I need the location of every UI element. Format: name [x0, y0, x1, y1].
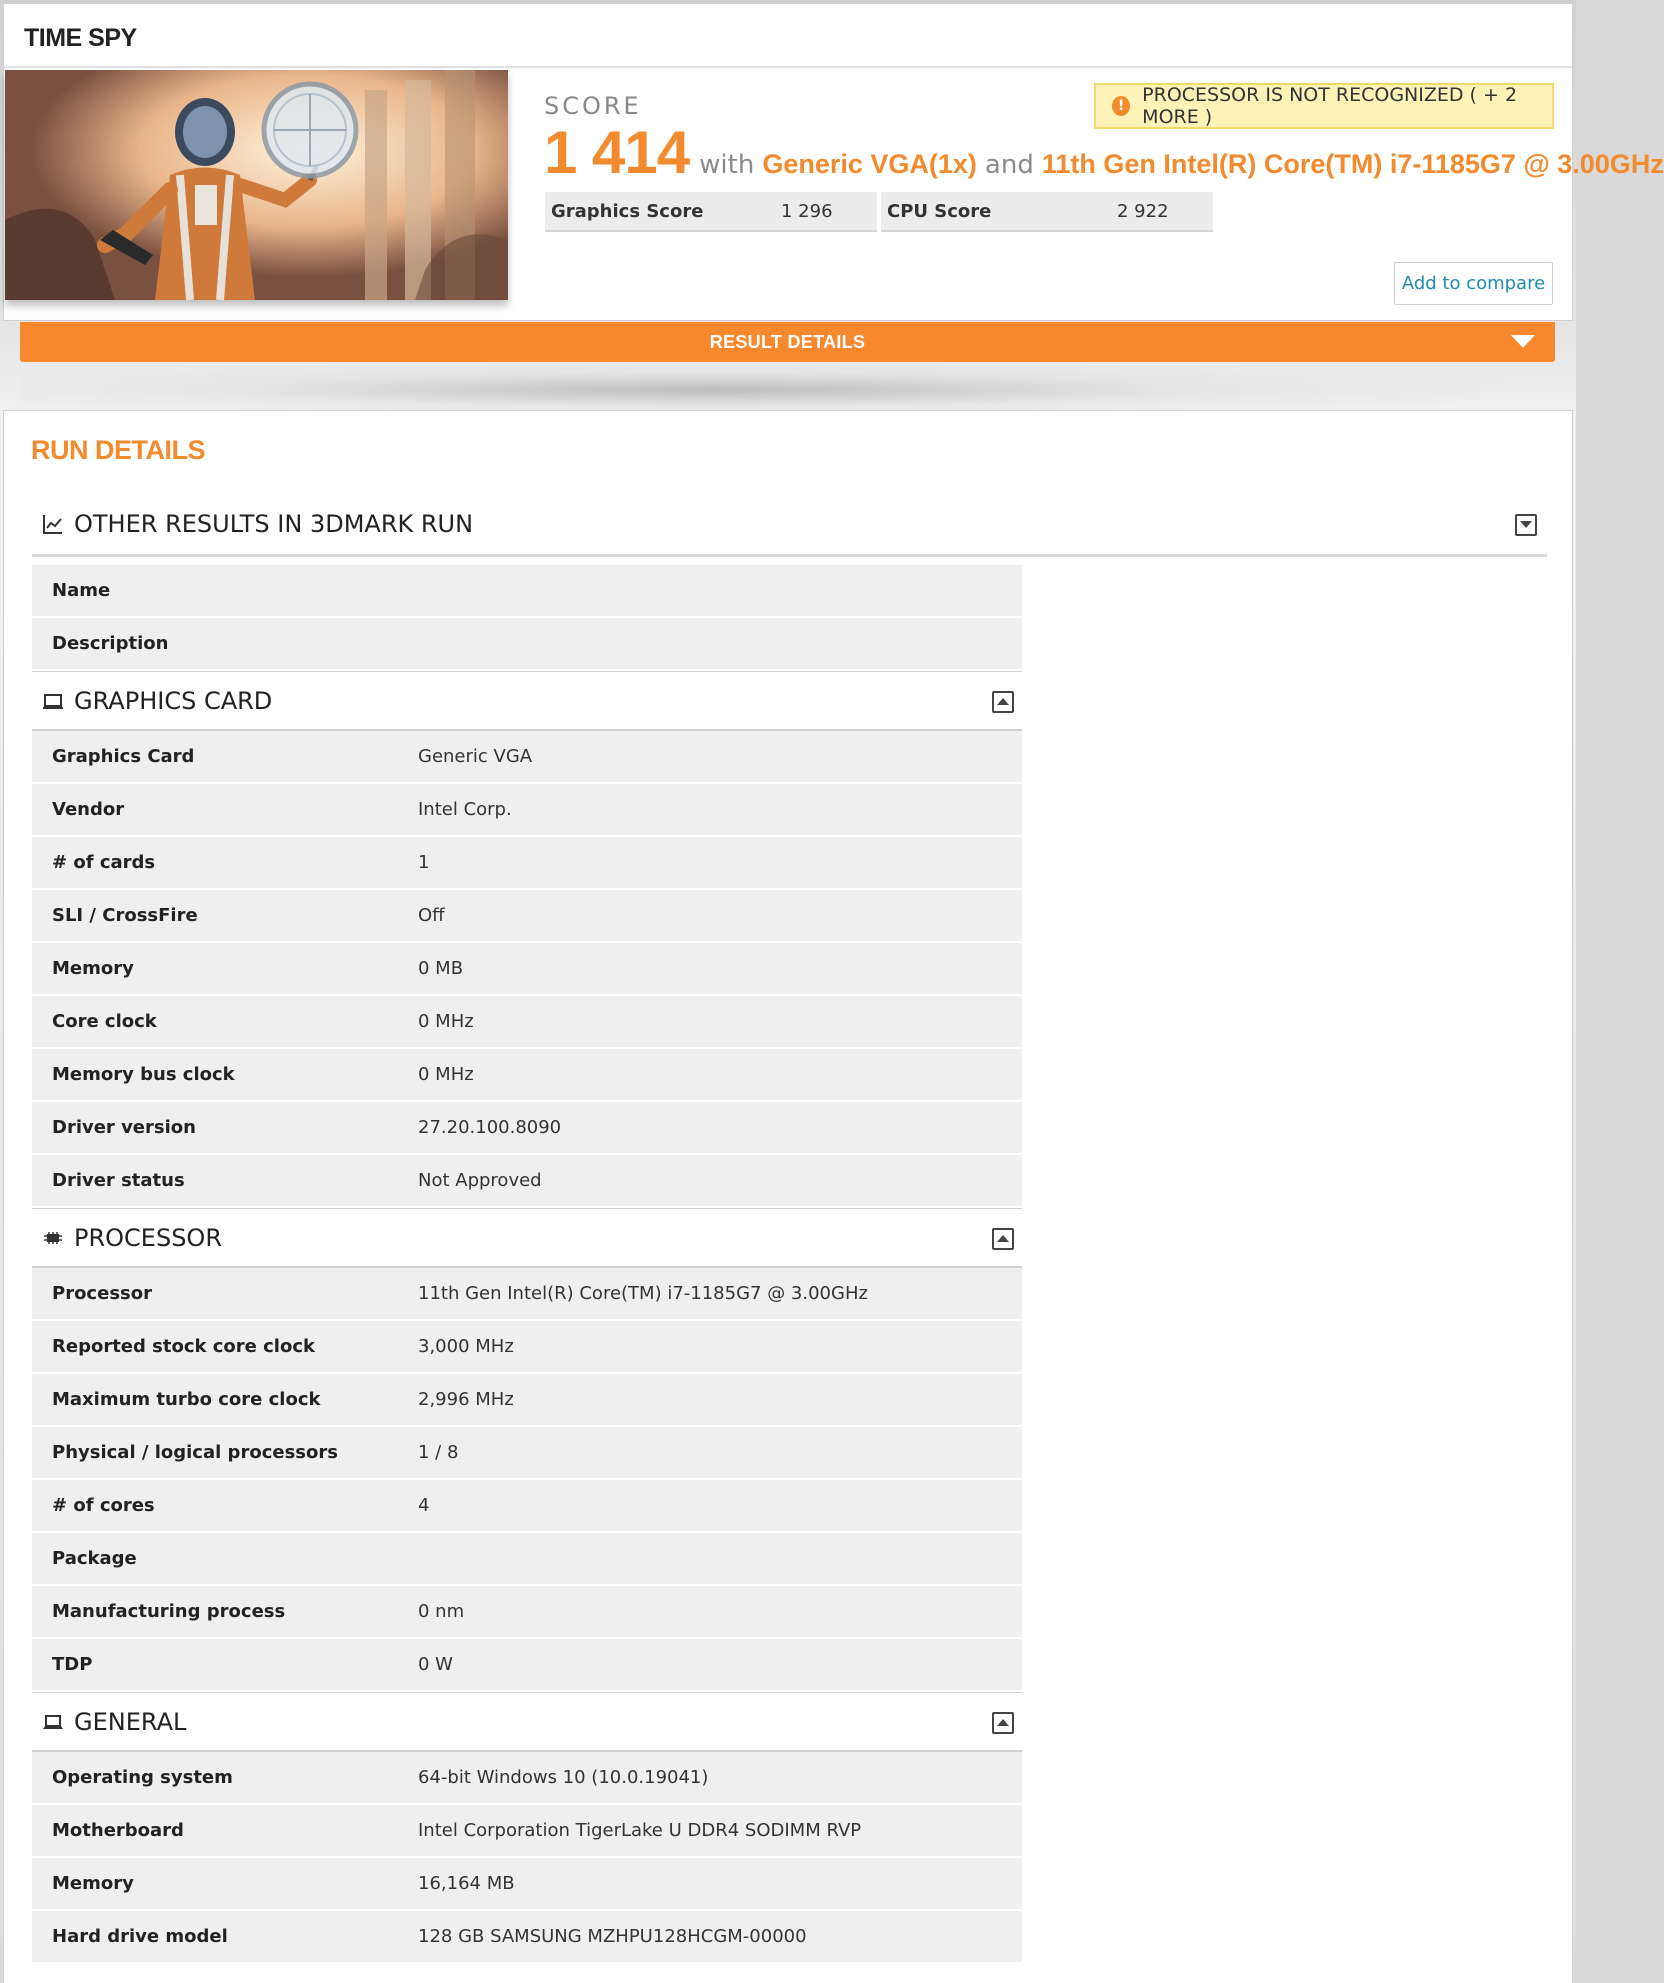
- row-value: 4: [418, 1495, 430, 1516]
- row-key: Memory bus clock: [52, 1064, 235, 1085]
- table-row: [32, 1586, 1022, 1639]
- warning-text: PROCESSOR IS NOT RECOGNIZED ( + 2 MORE ): [1142, 84, 1518, 128]
- graphics-score-value: 1 296: [781, 200, 833, 222]
- warning-icon: !: [1112, 96, 1130, 116]
- row-value: 1: [418, 852, 430, 873]
- score-and-text: and: [984, 150, 1034, 180]
- row-key: # of cards: [52, 852, 156, 873]
- table-row: [32, 1752, 1022, 1805]
- hero-image: [5, 70, 508, 300]
- cpu-score-label: CPU Score: [887, 200, 992, 222]
- row-value: 128 GB SAMSUNG MZHPU128HCGM-00000: [418, 1926, 807, 1947]
- row-key: # of cores: [52, 1495, 155, 1516]
- row-key: Motherboard: [52, 1820, 184, 1841]
- row-value: 27.20.100.8090: [418, 1117, 562, 1138]
- table-row: [32, 731, 1022, 784]
- row-value: Not Approved: [418, 1170, 542, 1191]
- chip-icon: [42, 1227, 64, 1249]
- score-label: SCORE: [544, 92, 642, 120]
- other-results-title: OTHER RESULTS IN 3DMARK RUN: [74, 509, 474, 538]
- processor-title: PROCESSOR: [74, 1223, 222, 1252]
- row-key: Driver version: [52, 1117, 196, 1138]
- run-details-title: RUN DETAILS: [31, 435, 205, 465]
- row-value: Intel Corporation TigerLake U DDR4 SODIMM RVP: [418, 1820, 862, 1841]
- subscores: [545, 192, 1213, 232]
- row-value: 2,996 MHz: [418, 1389, 514, 1410]
- table-row: [32, 1480, 1022, 1533]
- chevron-down-icon: [1511, 335, 1535, 348]
- info-row-description: [32, 618, 1022, 671]
- score-with-text: with: [699, 150, 755, 180]
- table-row: [32, 890, 1022, 943]
- table-row: [32, 1911, 1022, 1964]
- collapse-toggle-icon[interactable]: [992, 1712, 1014, 1734]
- cpu-score-value: 2 922: [1117, 200, 1169, 222]
- row-value: Off: [418, 905, 445, 926]
- table-row: [32, 996, 1022, 1049]
- row-key: TDP: [52, 1654, 93, 1675]
- row-key: Memory: [52, 958, 134, 979]
- table-row: [32, 1533, 1022, 1586]
- row-value: 3,000 MHz: [418, 1336, 514, 1357]
- add-to-compare-button[interactable]: Add to compare: [1394, 262, 1553, 305]
- row-value: Generic VGA: [418, 746, 533, 767]
- collapse-toggle-icon[interactable]: [992, 1228, 1014, 1250]
- row-value: 16,164 MB: [418, 1873, 515, 1894]
- expand-toggle-icon[interactable]: [1515, 514, 1537, 536]
- score-cpu-link[interactable]: 11th Gen Intel(R) Core(TM) i7-1185G7 @ 3.00GHz: [1041, 149, 1664, 179]
- cpu-score: [881, 192, 1213, 232]
- general-title: GENERAL: [74, 1707, 187, 1736]
- row-value: 0 W: [418, 1654, 453, 1675]
- row-value: 0 MHz: [418, 1064, 474, 1085]
- row-key: Description: [52, 633, 169, 654]
- row-key: Driver status: [52, 1170, 185, 1191]
- table-row: [32, 1155, 1022, 1208]
- row-key: Core clock: [52, 1011, 157, 1032]
- monitor-icon: [42, 690, 64, 712]
- info-row-name: [32, 565, 1022, 618]
- result-details-toggle[interactable]: [20, 322, 1555, 362]
- row-key: Package: [52, 1548, 137, 1569]
- row-key: Hard drive model: [52, 1926, 228, 1947]
- table-row: [32, 1102, 1022, 1155]
- general-section-header[interactable]: [32, 1692, 1022, 1752]
- processor-warning-badge[interactable]: [1094, 83, 1554, 129]
- row-key: Name: [52, 580, 111, 601]
- row-value: 11th Gen Intel(R) Core(TM) i7-1185G7 @ 3.00GHz: [418, 1283, 868, 1304]
- graphics-card-section-header[interactable]: [32, 671, 1022, 731]
- row-key: Reported stock core clock: [52, 1336, 315, 1357]
- run-details-card: [3, 410, 1573, 1983]
- graphics-score-label: Graphics Score: [551, 200, 704, 222]
- row-key: SLI / CrossFire: [52, 905, 198, 926]
- graphics-card-title: GRAPHICS CARD: [74, 686, 273, 715]
- row-value: 0 MB: [418, 958, 464, 979]
- table-row: [32, 1639, 1022, 1692]
- laptop-icon: [42, 1711, 64, 1733]
- row-value: 0 MHz: [418, 1011, 474, 1032]
- benchmark-title: TIME SPY: [4, 4, 1572, 68]
- row-key: Processor: [52, 1283, 152, 1304]
- table-row: [32, 1858, 1022, 1911]
- details-column: [32, 565, 1022, 1964]
- table-row: [32, 943, 1022, 996]
- table-row: [32, 1049, 1022, 1102]
- row-key: Maximum turbo core clock: [52, 1389, 321, 1410]
- table-row: [32, 1321, 1022, 1374]
- row-key: Operating system: [52, 1767, 233, 1788]
- processor-section-header[interactable]: [32, 1208, 1022, 1268]
- table-row: [32, 1374, 1022, 1427]
- overall-score: 1 414: [544, 119, 690, 186]
- graphics-score: [545, 192, 877, 232]
- collapse-toggle-icon[interactable]: [992, 691, 1014, 713]
- row-key: Vendor: [52, 799, 125, 820]
- line-chart-icon: [42, 513, 64, 535]
- row-key: Physical / logical processors: [52, 1442, 338, 1463]
- row-key: Graphics Card: [52, 746, 195, 767]
- score-gpu-link[interactable]: Generic VGA(1x): [762, 149, 977, 179]
- row-value: Intel Corp.: [418, 799, 512, 820]
- result-header-card: [3, 3, 1664, 321]
- row-key: Memory: [52, 1873, 134, 1894]
- result-details-label: RESULT DETAILS: [709, 331, 866, 352]
- table-row: [32, 1805, 1022, 1858]
- row-key: Manufacturing process: [52, 1601, 286, 1622]
- table-row: [32, 784, 1022, 837]
- row-value: 0 nm: [418, 1601, 465, 1622]
- row-value: 1 / 8: [418, 1442, 459, 1463]
- other-results-header[interactable]: [32, 493, 1547, 557]
- table-row: [32, 837, 1022, 890]
- row-value: 64-bit Windows 10 (10.0.19041): [418, 1767, 709, 1788]
- hero-illustration: [5, 70, 508, 300]
- table-row: [32, 1268, 1022, 1321]
- table-row: [32, 1427, 1022, 1480]
